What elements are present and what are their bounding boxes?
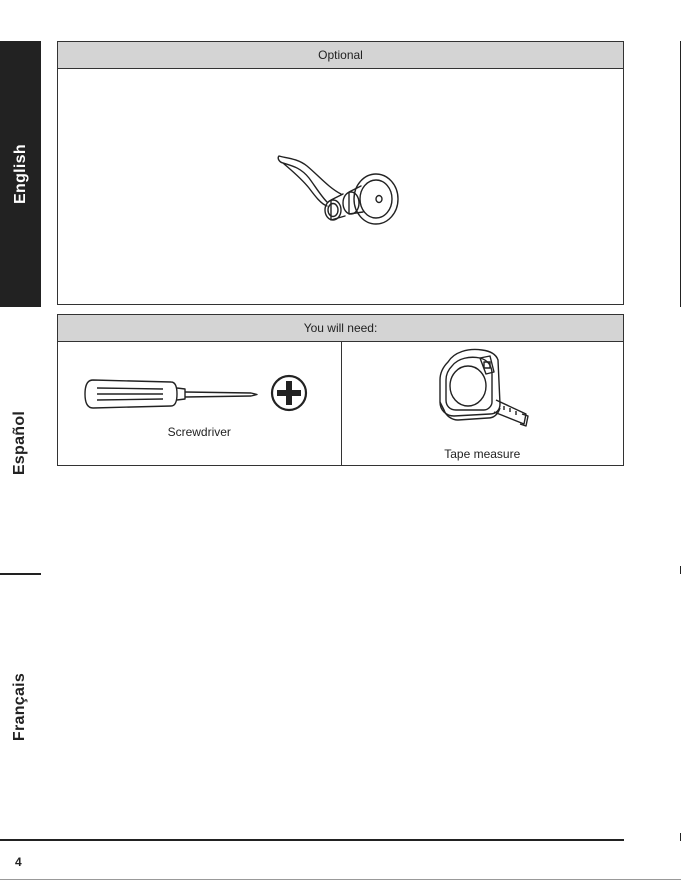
lever-handle-icon bbox=[271, 144, 411, 234]
optional-box bbox=[57, 41, 624, 305]
tab-spanish-label: Español bbox=[11, 410, 29, 476]
phillips-screwdriver-icon bbox=[83, 370, 313, 420]
tools-box bbox=[57, 314, 624, 466]
tape-measure-icon bbox=[434, 344, 534, 440]
tools-body bbox=[58, 342, 623, 465]
tab-english bbox=[0, 41, 41, 307]
tab-french-label: Français bbox=[11, 672, 29, 742]
screwdriver-label: Screwdriver bbox=[167, 425, 231, 439]
tools-header: You will need: bbox=[58, 315, 623, 342]
tab-english-label: English bbox=[11, 144, 29, 204]
optional-body bbox=[58, 69, 623, 304]
tab-french bbox=[0, 574, 41, 840]
footer-rule bbox=[0, 839, 624, 841]
tool-cell-screwdriver bbox=[58, 342, 341, 465]
optional-header: Optional bbox=[58, 42, 623, 69]
page-number: 4 bbox=[15, 855, 22, 869]
tape-measure-label: Tape measure bbox=[444, 447, 521, 461]
tool-cell-tape-measure bbox=[341, 342, 624, 465]
tab-spanish bbox=[0, 312, 41, 574]
page-bottom-edge bbox=[0, 879, 681, 880]
